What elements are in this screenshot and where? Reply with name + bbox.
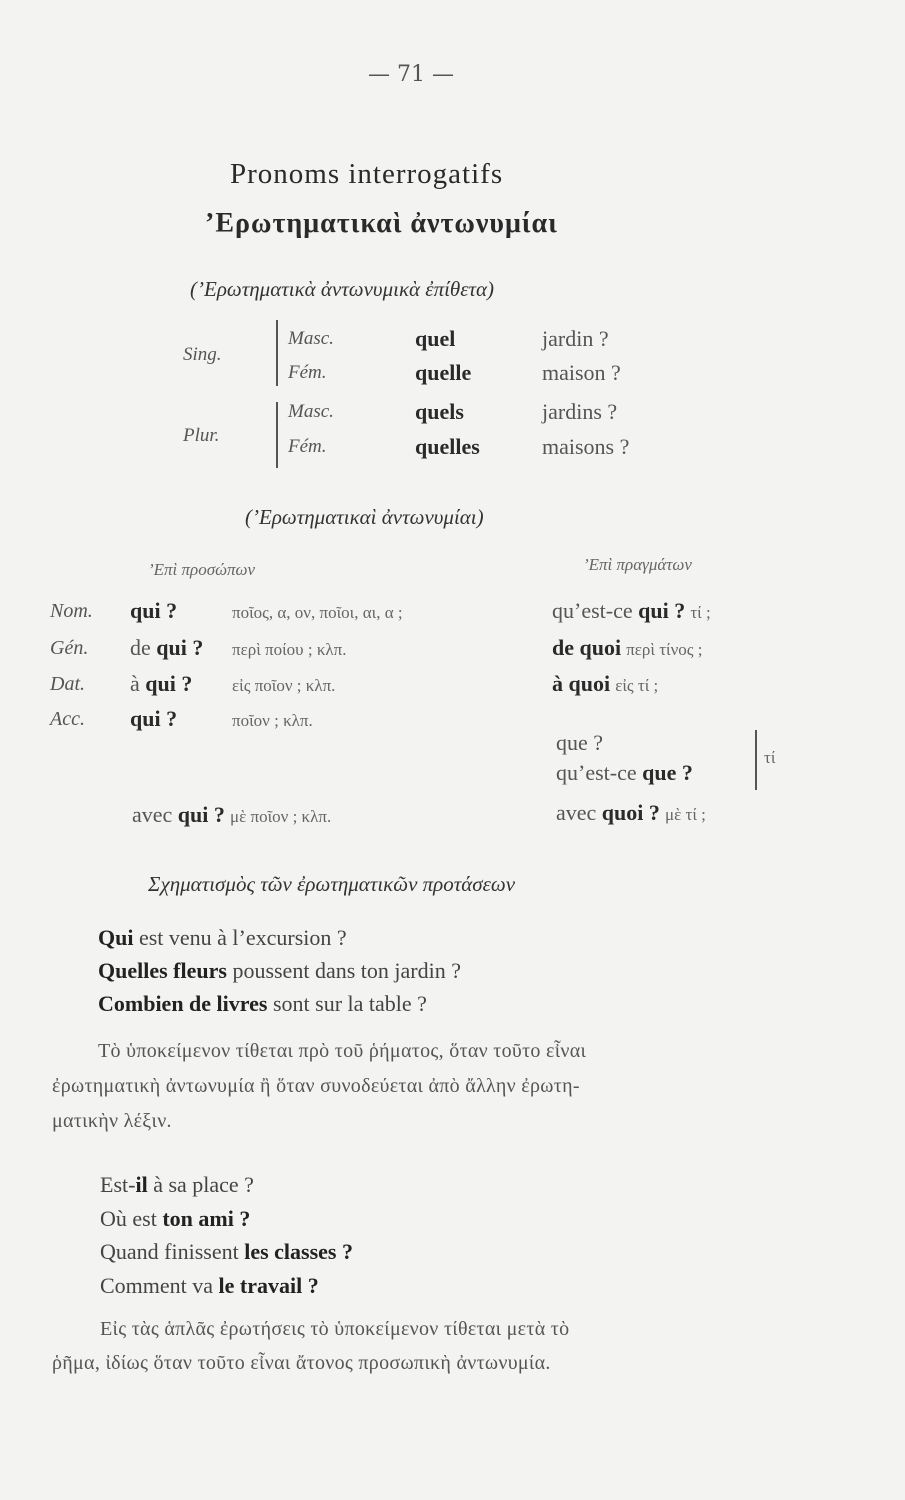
avec-thing-word: quoi ? xyxy=(601,800,660,825)
noun-example: maison ? xyxy=(542,360,621,385)
example-rest: sont sur la table ? xyxy=(267,991,427,1016)
noun-example: maisons ? xyxy=(542,434,630,459)
thing-form xyxy=(552,598,711,624)
adjective-word: quelles xyxy=(415,434,480,459)
example-sentence xyxy=(100,1273,319,1299)
adjectives-heading: (’Ερωτηματικὰ ἀντωνυμικὰ ἐπίθετα) xyxy=(190,277,495,301)
thing-greek: περὶ τίνος ; xyxy=(626,640,703,659)
singular-label: Sing. xyxy=(183,344,222,365)
example-bold: Qui xyxy=(98,925,134,950)
que-bracket xyxy=(751,730,757,790)
pronouns-heading: (’Ερωτηματικαὶ ἀντωνυμίαι) xyxy=(245,505,484,529)
column-things-label: ’Επὶ πραγμάτων xyxy=(583,555,692,574)
avec-thing-greek: μὲ τί ; xyxy=(664,805,706,824)
preposition: à xyxy=(130,671,146,696)
title-french: Pronoms interrogatifs xyxy=(230,158,504,190)
rule-paragraph-line: ματικὴν λέξιν. xyxy=(52,1110,172,1132)
example-rest: est venu à l’excursion ? xyxy=(133,925,347,950)
example-sentence xyxy=(100,1172,254,1198)
person-greek: ποῖος, α, ον, ποῖοι, αι, α ; xyxy=(232,603,403,622)
avec-qui-form xyxy=(132,802,331,828)
title-greek: ’Ερωτηματικαὶ ἀντωνυμίαι xyxy=(205,208,558,239)
case-label: Nom. xyxy=(50,600,93,622)
example-part: à sa place ? xyxy=(147,1172,254,1197)
person-greek: ποῖον ; κλπ. xyxy=(232,711,313,730)
adjective-word: quels xyxy=(415,399,464,424)
pronoun-word: qui ? xyxy=(145,671,193,696)
thing-word: qui ? xyxy=(638,598,686,623)
example-sentence xyxy=(98,991,427,1017)
quest-ce-prefix: qu’est-ce xyxy=(556,760,643,785)
person-greek: εἰς ποῖον ; κλπ. xyxy=(232,676,336,695)
example-bold: Combien de livres xyxy=(98,991,268,1016)
noun-example: jardins ? xyxy=(542,399,618,424)
avec-prefix: avec xyxy=(132,802,178,827)
que-greek: τί xyxy=(764,748,776,767)
example-sentence xyxy=(100,1206,250,1232)
avec-word: qui ? xyxy=(177,802,225,827)
example-part: Comment va xyxy=(100,1273,219,1298)
que-form: que ? xyxy=(556,730,604,755)
pronoun-word: qui ? xyxy=(156,635,204,660)
person-form xyxy=(130,598,177,624)
thing-word: à quoi xyxy=(552,671,611,696)
syntax-heading: Σχηματισμὸς τῶν ἐρωτηματικῶν προτάσεων xyxy=(148,872,516,896)
person-form xyxy=(130,635,203,661)
thing-form xyxy=(552,671,658,697)
pronoun-word: qui ? xyxy=(130,706,178,731)
gender-label: Masc. xyxy=(288,328,334,349)
example-part: Quand finissent xyxy=(100,1239,245,1264)
column-persons-label: ’Επὶ προσώπων xyxy=(148,560,256,579)
avec-quoi-form xyxy=(556,800,706,826)
person-greek: περὶ ποίου ; κλπ. xyxy=(232,640,347,659)
pronoun-word: qui ? xyxy=(130,598,178,623)
gender-label: Fém. xyxy=(288,436,327,457)
page-number: — 71 — xyxy=(368,62,454,87)
adjective-word: quel xyxy=(415,326,456,351)
quest-ce-que-form xyxy=(556,760,693,786)
rule-paragraph-line: Εἰς τὰς ἁπλᾶς ἐρωτήσεις τὸ ὑποκείμενον τίθεται μετὰ τὸ xyxy=(100,1318,570,1340)
noun-example: jardin ? xyxy=(542,326,609,351)
example-part: Où est xyxy=(100,1206,163,1231)
thing-word: de quoi xyxy=(552,635,622,660)
thing-greek: εἰς τί ; xyxy=(615,676,659,695)
plural-label: Plur. xyxy=(183,425,220,446)
thing-prefix: qu’est-ce xyxy=(552,598,639,623)
example-bold: il xyxy=(135,1172,148,1197)
singular-bracket xyxy=(276,320,278,386)
example-sentence xyxy=(98,925,347,951)
rule-paragraph-line: ἐρωτηματικὴ ἀντωνυμία ἢ ὅταν συνοδεύεται ἀπὸ ἄλλην ἐρωτη- xyxy=(52,1075,580,1097)
person-form xyxy=(130,706,177,732)
avec-greek: μὲ ποῖον ; κλπ. xyxy=(229,807,332,826)
adjective-word: quelle xyxy=(415,360,472,385)
example-bold: les classes ? xyxy=(244,1239,353,1264)
case-label: Acc. xyxy=(50,708,85,730)
example-part: Est- xyxy=(100,1172,136,1197)
gender-label: Masc. xyxy=(288,401,334,422)
example-rest: poussent dans ton jardin ? xyxy=(226,958,461,983)
person-form xyxy=(130,671,192,697)
example-sentence xyxy=(98,958,461,984)
gender-label: Fém. xyxy=(288,362,327,383)
rule-paragraph-line: Τὸ ὑποκείμενον τίθεται πρὸ τοῦ ῥήματος, ὅταν τοῦτο εἶναι xyxy=(98,1040,587,1062)
case-label: Dat. xyxy=(50,673,85,695)
case-label: Gén. xyxy=(50,637,89,659)
example-bold: ton ami ? xyxy=(162,1206,251,1231)
example-sentence xyxy=(100,1239,353,1265)
thing-form xyxy=(552,635,703,661)
avec-thing-prefix: avec xyxy=(556,800,602,825)
thing-greek: τί ; xyxy=(690,603,711,622)
plural-bracket xyxy=(276,402,278,468)
que-word: que ? xyxy=(642,760,693,785)
example-bold: le travail ? xyxy=(218,1273,319,1298)
preposition: de xyxy=(130,635,157,660)
rule-paragraph-line: ῥῆμα, ἰδίως ὅταν τοῦτο εἶναι ἄτονος προσωπικὴ ἀντωνυμία. xyxy=(52,1352,551,1374)
example-bold: Quelles fleurs xyxy=(98,958,227,983)
